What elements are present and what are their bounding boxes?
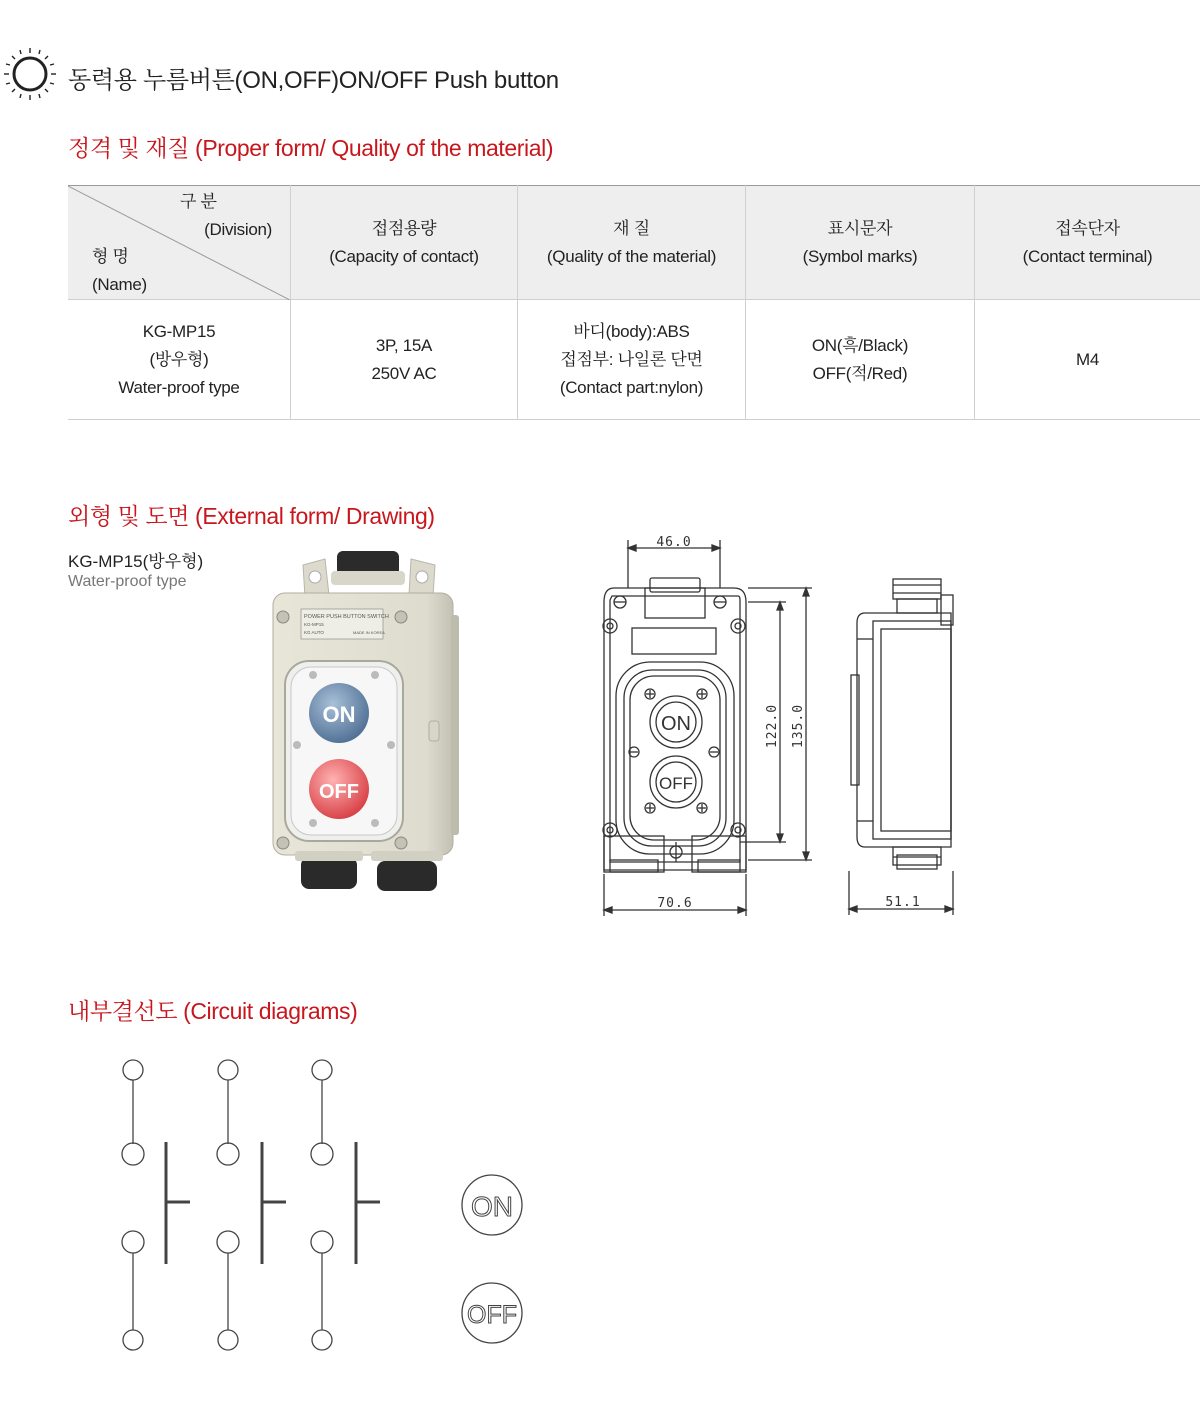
cell-symbol: ON(흑/Black) OFF(적/Red) xyxy=(746,300,975,420)
product-photo xyxy=(265,545,465,895)
dim-inner-height: 122.0 xyxy=(765,703,780,749)
table-header-row xyxy=(68,186,1200,300)
table-row xyxy=(68,300,1200,420)
dim-side-width: 51.1 xyxy=(885,895,921,910)
circuit-off-label: OFF xyxy=(467,1301,517,1329)
circuit-on-symbol xyxy=(462,1175,522,1235)
dim-bottom: 70.6 xyxy=(657,896,693,911)
division-ko: 구 분 xyxy=(180,192,217,211)
cell-terminal: M4 xyxy=(1075,349,1100,369)
plate-brand: KG AUTO xyxy=(304,630,324,635)
plate-title: POWER PUSH BUTTON SWITCH xyxy=(304,614,389,620)
photo-on-label: ON xyxy=(322,702,356,727)
front-drawing xyxy=(590,530,830,920)
pole-2 xyxy=(217,1060,286,1350)
cell-material: 바디(body):ABS 접점부: 나일론 단면 (Contact part:nylon) xyxy=(518,300,746,420)
pole-1 xyxy=(122,1060,190,1350)
plate-model: KG-MP15 xyxy=(304,622,324,627)
division-en: (Division) xyxy=(204,220,272,239)
plate-origin: MADE IN KOREA xyxy=(353,630,385,635)
section-title-drawing: 외형 및 도면 (External form/ Drawing) xyxy=(68,503,435,529)
product-model: KG-MP15(방우형) xyxy=(68,552,204,571)
drawing-on-label: ON xyxy=(661,713,691,735)
cell-capacity: 3P, 15A 250V AC xyxy=(291,300,518,420)
name-en: (Name) xyxy=(92,275,147,294)
bullet-ring-icon xyxy=(2,46,58,102)
column-header-terminal: 접속단자 (Contact terminal) xyxy=(1022,218,1153,266)
side-drawing xyxy=(845,575,965,920)
column-header-material: 재 질 (Quality of the material) xyxy=(518,186,746,300)
product-type: Water-proof type xyxy=(68,573,187,590)
circuit-on-label: ON xyxy=(471,1191,513,1222)
section-title-circuit: 내부결선도 (Circuit diagrams) xyxy=(68,998,358,1024)
diagonal-header-cell xyxy=(68,186,291,300)
page-title: 동력용 누름버튼(ON,OFF)ON/OFF Push button xyxy=(68,67,559,94)
cell-model: KG-MP15 (방우형) Water-proof type xyxy=(68,300,291,420)
column-header-capacity: 접점용량 (Capacity of contact) xyxy=(291,186,518,300)
circuit-diagram xyxy=(100,1050,540,1360)
circuit-off-symbol xyxy=(462,1283,522,1343)
spec-table xyxy=(68,185,1200,420)
pole-3 xyxy=(311,1060,380,1350)
photo-off-label: OFF xyxy=(319,781,359,803)
drawing-off-label: OFF xyxy=(659,774,693,793)
name-ko: 형 명 xyxy=(92,247,129,266)
dim-total-height: 135.0 xyxy=(791,703,806,749)
column-header-symbol: 표시문자 (Symbol marks) xyxy=(746,186,975,300)
dim-top: 46.0 xyxy=(656,535,692,550)
section-title-spec: 정격 및 재질 (Proper form/ Quality of the material) xyxy=(68,135,554,161)
